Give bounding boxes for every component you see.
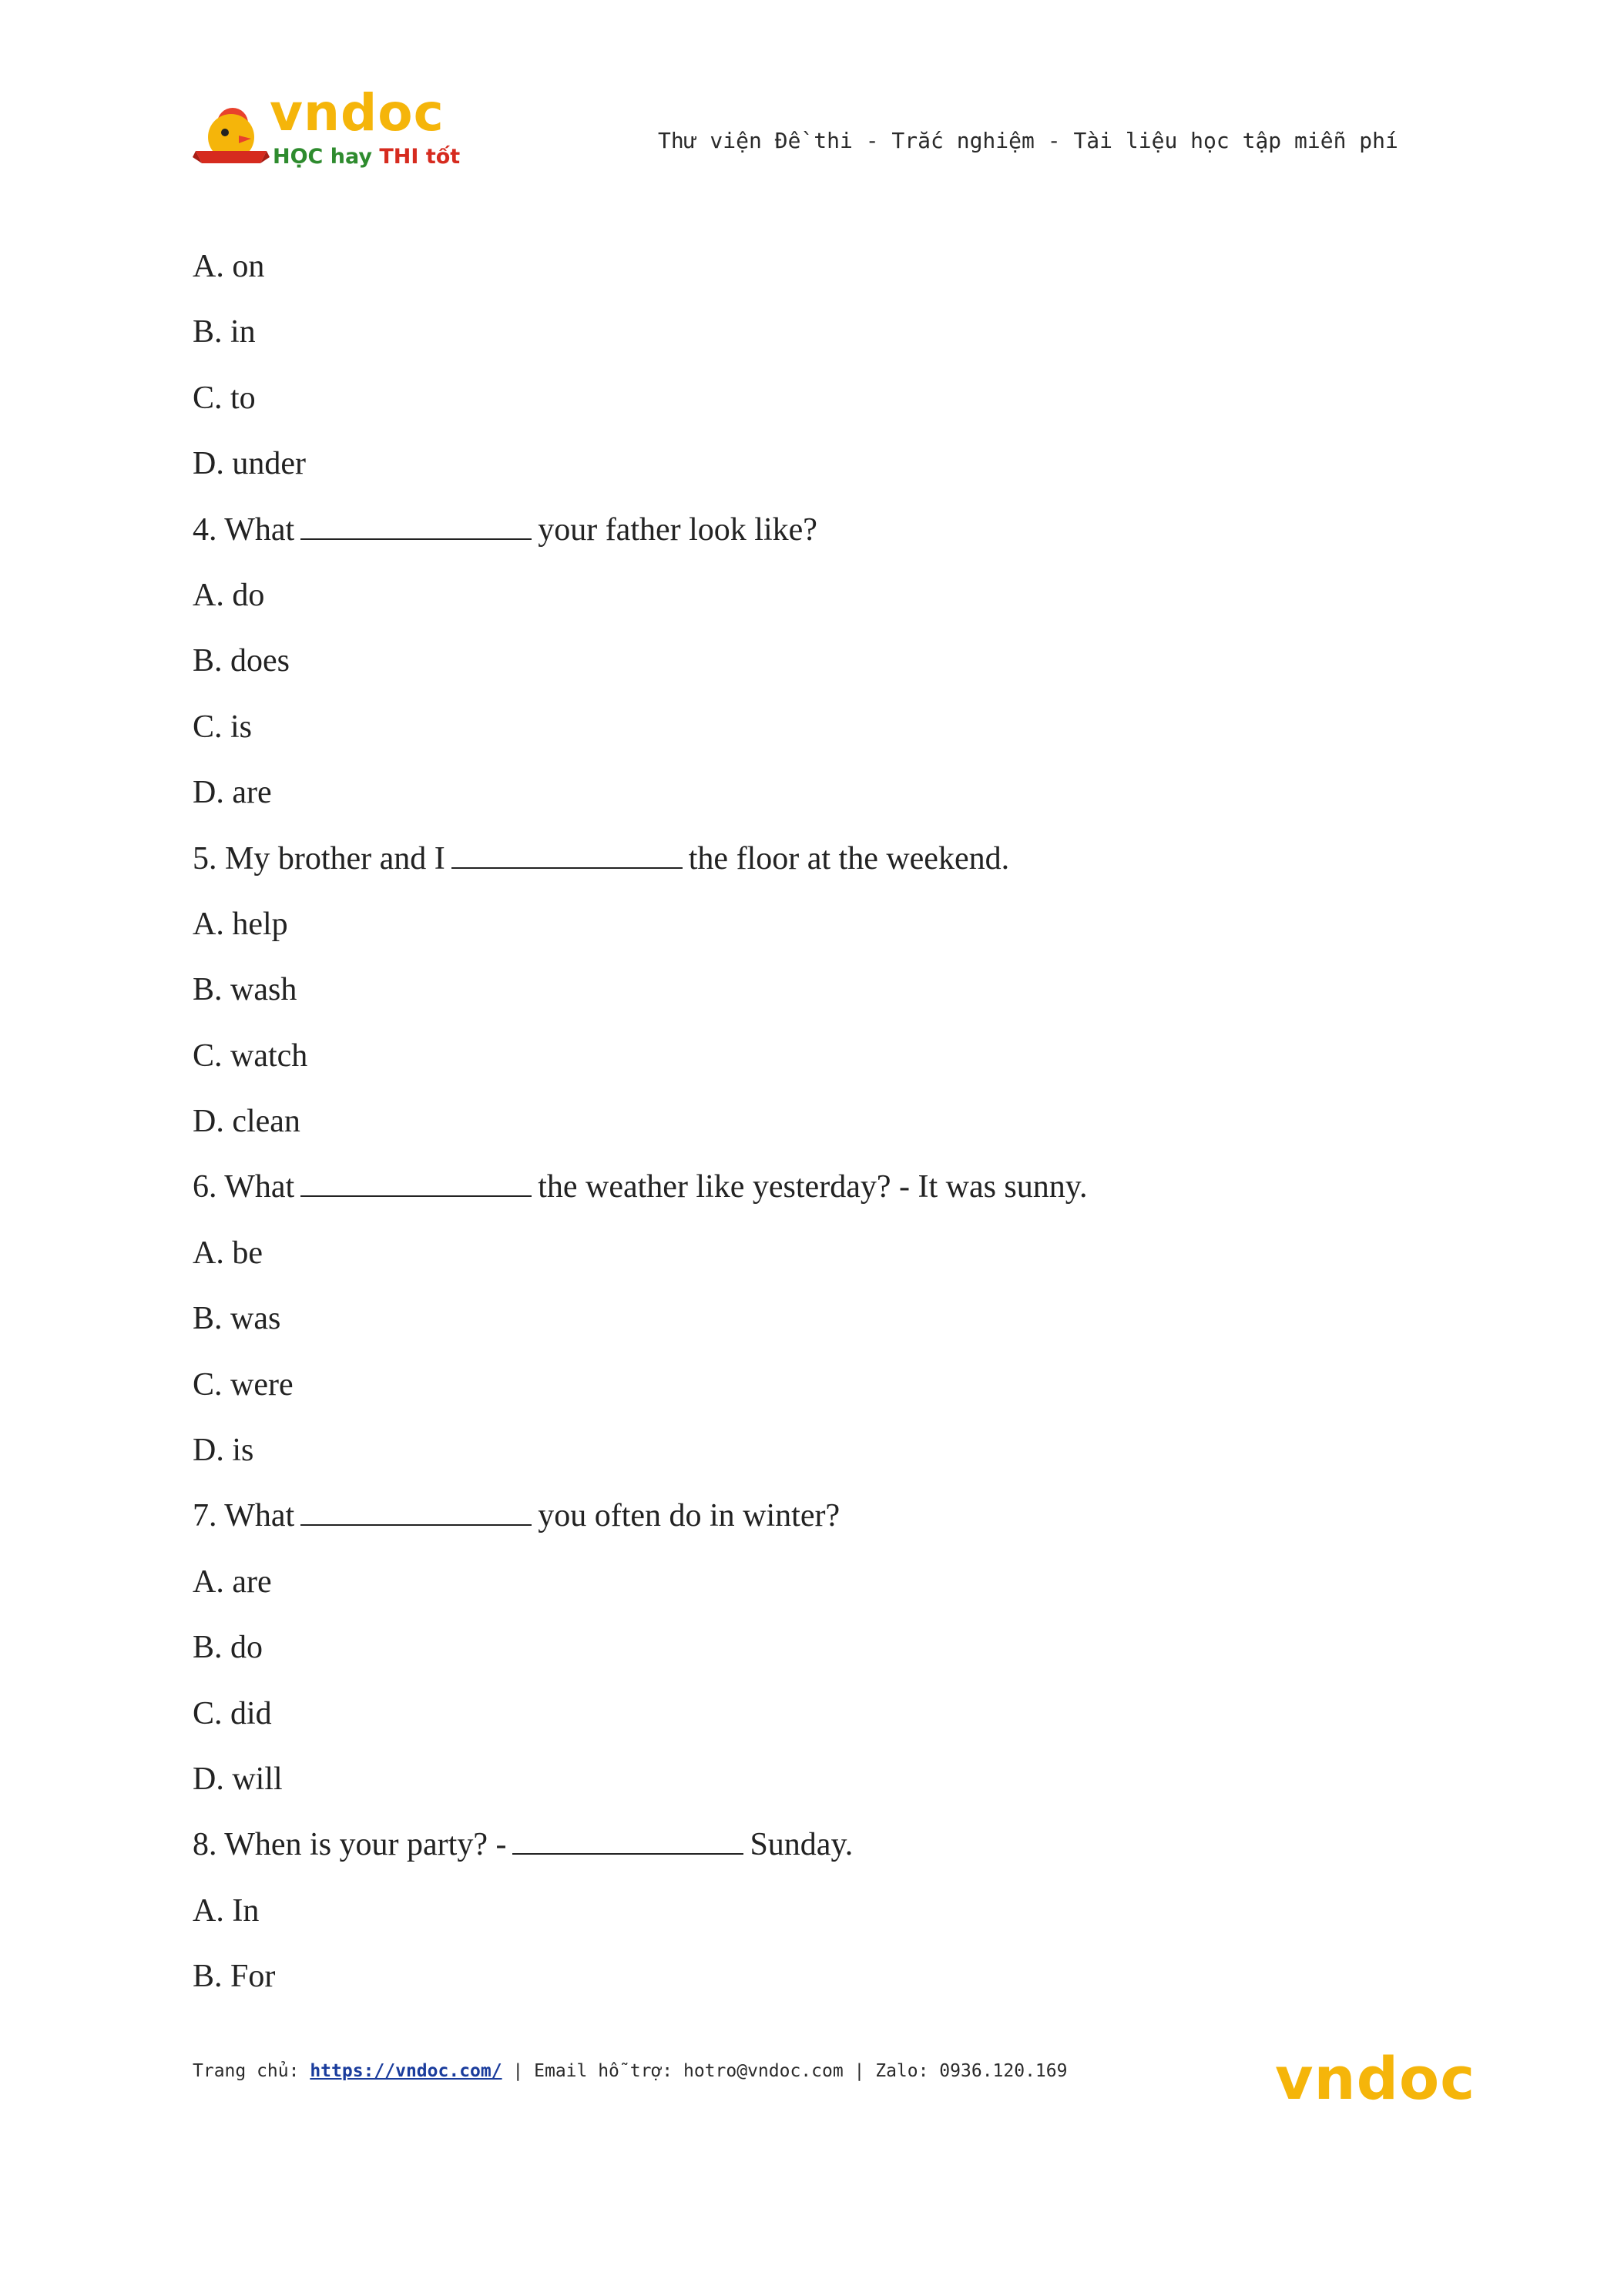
question-text-start: 4. What [193, 511, 295, 548]
footer-vndoc-logo[interactable]: vndoc [1275, 2044, 1476, 2113]
question-text-end: you often do in winter? [538, 1498, 841, 1534]
answer-blank [512, 1827, 743, 1855]
answer-option [193, 1754, 1425, 1819]
question-text-start: 7. What [193, 1498, 295, 1534]
option-text: A. In [193, 1892, 260, 1929]
answer-blank [300, 1498, 532, 1526]
question-text-start: 5. My brother and I [193, 840, 445, 877]
page-footer [193, 2044, 1476, 2132]
answer-option [193, 1293, 1425, 1359]
answer-option [193, 1688, 1425, 1754]
option-text: A. on [193, 249, 265, 284]
answer-option [193, 635, 1425, 701]
option-text: B. in [193, 314, 256, 350]
option-text: C. watch [193, 1037, 308, 1074]
answer-option [193, 1228, 1425, 1293]
answer-blank [451, 841, 683, 869]
question-text-start: 6. What [193, 1169, 295, 1205]
logo-slogan [273, 145, 460, 169]
footer-home-link[interactable]: https://vndoc.com/ [310, 2061, 502, 2081]
answer-option [193, 1951, 1425, 2016]
option-text: B. do [193, 1630, 263, 1666]
option-text: A. are [193, 1564, 272, 1600]
question-line [193, 504, 1425, 570]
answer-option [193, 1359, 1425, 1425]
logo-wordmark: vndoc [270, 83, 445, 142]
answer-option [193, 767, 1425, 833]
option-text: C. is [193, 709, 253, 745]
page-header [193, 83, 1425, 186]
option-text: D. clean [193, 1104, 300, 1140]
answer-option [193, 373, 1425, 438]
slogan-hoc-hay: HỌC hay [273, 145, 372, 169]
option-text: D. will [193, 1761, 283, 1797]
question-line [193, 1161, 1425, 1227]
question-line [193, 1819, 1425, 1885]
header-tagline: Thư viện Đề thi - Trắc nghiệm - Tài liệu học tập miễn phí [658, 128, 1398, 153]
answer-option [193, 570, 1425, 635]
option-text: A. be [193, 1235, 263, 1271]
answer-blank [300, 512, 532, 540]
question-line [193, 833, 1425, 899]
answer-option [193, 1425, 1425, 1490]
vndoc-logo[interactable] [193, 83, 461, 179]
option-text: B. wash [193, 972, 297, 1008]
option-text: C. did [193, 1695, 272, 1731]
option-text: A. help [193, 906, 288, 942]
exercise-content [193, 241, 1425, 2017]
option-text: C. to [193, 380, 256, 416]
question-text-end: your father look like? [538, 511, 817, 548]
option-text: A. do [193, 577, 265, 613]
question-text-start: 8. When is your party? - [193, 1827, 507, 1863]
footer-contact: | Email hỗ trợ: hotro@vndoc.com | Zalo: 0936.120.169 [502, 2061, 1068, 2081]
answer-option [193, 899, 1425, 964]
question-line [193, 1490, 1425, 1556]
answer-option [193, 702, 1425, 767]
option-text: B. does [193, 643, 290, 679]
answer-option [193, 438, 1425, 504]
chick-mascot-icon [193, 100, 270, 174]
option-text: B. For [193, 1959, 276, 1995]
answer-option [193, 307, 1425, 372]
option-text: C. were [193, 1366, 294, 1403]
answer-option [193, 964, 1425, 1030]
answer-option [193, 241, 1425, 307]
answer-option [193, 1096, 1425, 1161]
footer-home-label: Trang chủ: [193, 2061, 310, 2081]
answer-blank [300, 1169, 532, 1197]
question-text-end: the floor at the weekend. [688, 840, 1010, 877]
answer-option [193, 1557, 1425, 1622]
answer-option [193, 1622, 1425, 1688]
option-text: D. is [193, 1433, 254, 1469]
option-text: B. was [193, 1301, 281, 1337]
slogan-thi-tot: THI tốt [379, 145, 461, 169]
answer-option [193, 1031, 1425, 1096]
option-text: D. under [193, 446, 306, 482]
footer-text [193, 2061, 1067, 2081]
question-text-end: Sunday. [750, 1827, 854, 1863]
question-text-end: the weather like yesterday? - It was sunny. [538, 1169, 1088, 1205]
answer-option [193, 1885, 1425, 1951]
option-text: D. are [193, 775, 272, 811]
